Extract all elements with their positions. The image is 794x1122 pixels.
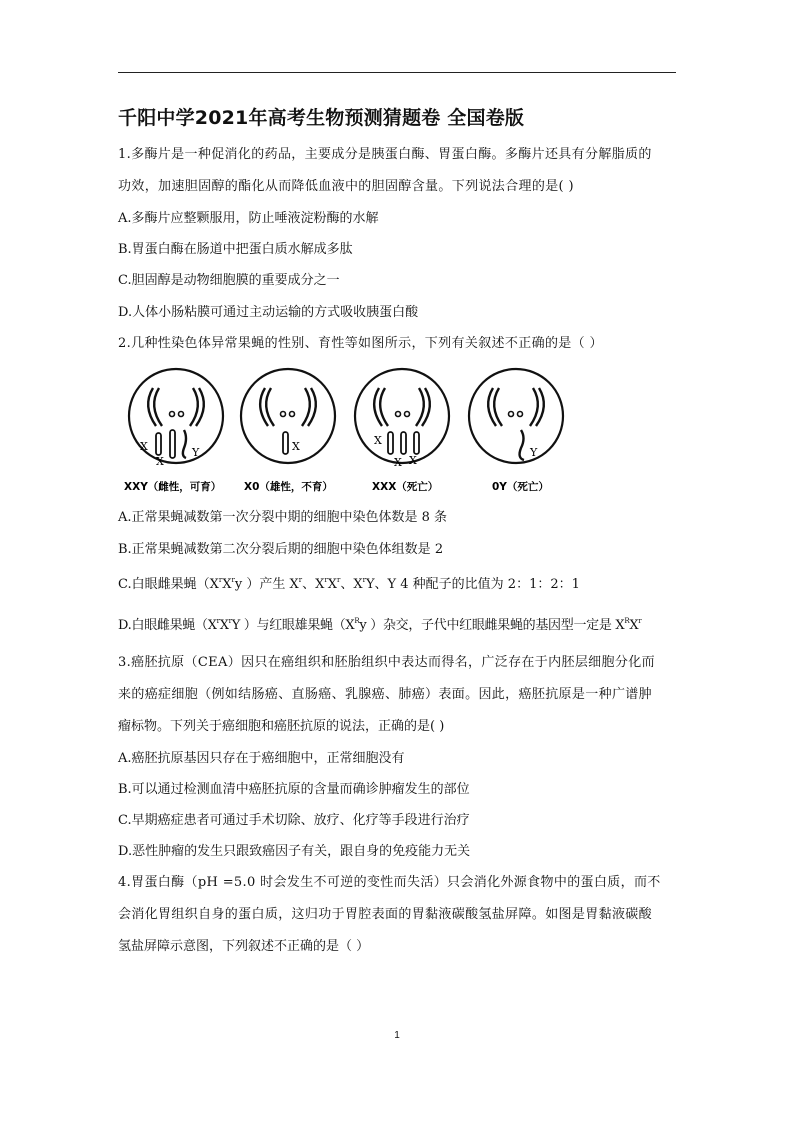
cell-label-xxy: XXY（雌性，可育） [124, 481, 222, 493]
q1-option-a: A.多酶片应整颗服用，防止唾液淀粉酶的水解 [118, 211, 379, 226]
q2-option-c: C.白眼雌果蝇（$X^rX^ry$ ）产生 $X^r$、$X^rX^r$、$X^rY$、Y 4 种配子的比值为 2：1：2：1 [118, 576, 580, 592]
q1-option-b: B.胃蛋白酶在肠道中把蛋白质水解成多肽 [118, 242, 353, 257]
cell-label-xxx: XXX（死亡） [372, 481, 439, 493]
chr-label-x: X [394, 456, 402, 469]
q3-option-d: D.恶性肿瘤的发生只跟致癌因子有关，跟自身的免疫能力无关 [118, 844, 471, 859]
cell-xxx [355, 369, 449, 493]
chr-label-y: Y [530, 446, 538, 459]
q3-stem-line-1: 3.癌胚抗原（CEA）因只在癌组织和胚胎组织中表达而得名，广泛存在于内胚层细胞分化而 [118, 655, 655, 670]
q3-option-b: B.可以通过检测血清中癌胚抗原的含量而确诊肿瘤发生的部位 [118, 782, 470, 797]
header-rule [118, 72, 676, 73]
q3-option-c: C.早期癌症患者可通过手术切除、放疗、化疗等手段进行治疗 [118, 813, 470, 828]
q2-stem: 2.几种性染色体异常果蝇的性别、育性等如图所示，下列有关叙述不正确的是（ ） [118, 336, 603, 351]
page-title: 千阳中学2021年高考生物预测猜题卷 全国卷版 [118, 107, 525, 129]
q4-stem-line-1: 4.胃蛋白酶（pH =5.0 时会发生不可逆的变性而失活）只会消化外源食物中的蛋白质，而不 [118, 875, 661, 890]
chr-label-x: X [409, 454, 417, 467]
cell-label-0y: 0Y（死亡） [492, 481, 549, 493]
chr-label-x: X [374, 434, 382, 447]
q1-stem-line-1: 1.多酶片是一种促消化的药品，主要成分是胰蛋白酶、胃蛋白酶。多酶片还具有分解脂质的 [118, 147, 652, 162]
chr-label-x: X [156, 455, 164, 468]
cell-label-x0: X0（雄性，不育） [244, 481, 333, 493]
cell-x0 [241, 369, 335, 493]
q1-stem-line-2: 功效，加速胆固醇的酯化从而降低血液中的胆固醇含量。下列说法合理的是( ) [118, 179, 574, 194]
page-number: 1 [394, 1030, 400, 1041]
q4-stem-line-3: 氢盐屏障示意图，下列叙述不正确的是（ ） [118, 939, 370, 954]
q3-stem-line-3: 瘤标物。下列关于癌细胞和癌胚抗原的说法，正确的是( ) [118, 719, 445, 734]
chr-label-x: X [292, 440, 300, 453]
q2-option-a: A.正常果蝇减数第一次分裂中期的细胞中染色体数是 8 条 [118, 510, 448, 525]
cell-xxy [124, 369, 223, 493]
chromosome-figure [120, 366, 590, 496]
q2-option-d: D.白眼雌果蝇（$X^rX^rY$ ）与红眼雄果蝇（$X^Ry$ ）杂交，子代中红眼雌果蝇的基因型一定是 $X^RX^r$ [118, 617, 642, 633]
q2-option-b: B.正常果蝇减数第二次分裂后期的细胞中染色体组数是 2 [118, 542, 444, 557]
q3-stem-line-2: 来的癌症细胞（例如结肠癌、直肠癌、乳腺癌、肺癌）表面。因此，癌胚抗原是一种广谱肿 [118, 687, 653, 702]
chr-label-x: X [140, 440, 148, 453]
q1-option-d: D.人体小肠粘膜可通过主动运输的方式吸收胰蛋白酸 [118, 305, 419, 320]
q1-option-c: C.胆固醇是动物细胞膜的重要成分之一 [118, 273, 340, 288]
q3-option-a: A.癌胚抗原基因只存在于癌细胞中，正常细胞没有 [118, 751, 405, 766]
cell-0y [469, 369, 563, 493]
q4-stem-line-2: 会消化胃组织自身的蛋白质，这归功于胃腔表面的胃黏液碳酸氢盐屏障。如图是胃黏液碳酸 [118, 907, 653, 922]
chr-label-y: Y [192, 446, 200, 459]
